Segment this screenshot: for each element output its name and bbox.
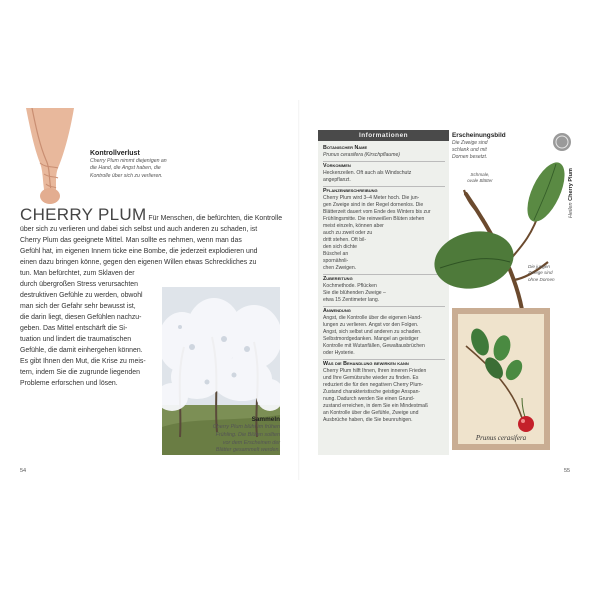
- page-number-left: 54: [20, 468, 27, 474]
- chapter-badge-icon: [552, 132, 572, 152]
- info-section-line: spornähnli-: [323, 258, 349, 264]
- ers-line: schlank und mit: [452, 147, 487, 153]
- info-section-line: den sich dichte: [323, 244, 357, 250]
- info-section-title: Pflanzenbeschreibung: [323, 186, 445, 195]
- label-line: Zweige sind: [528, 270, 553, 276]
- info-section-line: Angst, sich selbst und anderen zu schaden.: [323, 329, 422, 335]
- sammeln-line: Frühling. Die Blüten sollten: [215, 431, 280, 438]
- info-section-line: lungen zu verlieren. Angst vor den Folgen.: [323, 322, 419, 328]
- info-section-line: zustand erreichen, in dem Sie ein Mindestmaß: [323, 403, 429, 409]
- body-line: Cherry Plum das geeignete Mittel. Man sollte es nehmen, wenn man das: [20, 237, 242, 244]
- label-leaves: [458, 172, 502, 185]
- info-section-title: Botanischer Name: [323, 145, 368, 151]
- info-section-title: Zubereitung: [323, 274, 445, 283]
- label-twigs: [528, 264, 570, 283]
- body-line: geben. Das Mittel entschärft die Si-: [20, 325, 128, 332]
- sammeln-line: vor dem Erscheinen der: [222, 439, 280, 446]
- info-section-line: Cherry Plum wird 3–4 Meter hoch. Die jun-: [323, 195, 420, 201]
- body-line: Es gibt Ihnen den Mut, die Krise zu meis-: [20, 358, 146, 365]
- info-section-line: Heckenzeilen. Oft auch als Windschutz: [323, 170, 412, 176]
- info-section-title: Vorkommen: [323, 161, 445, 170]
- info-section-line: gen Zweige sind in der Regel dornenlos. Die: [323, 202, 424, 208]
- erscheinungsbild-title: Erscheinungsbild: [452, 132, 506, 139]
- vintage-cherry-card: [452, 308, 550, 450]
- info-section-line: angepflanzt.: [323, 177, 351, 183]
- holding-hands-photo: [18, 108, 84, 208]
- info-section-line: Frühlingsmitte. Die reinweißen Blüten stehen: [323, 216, 425, 222]
- side-tab-name: Cherry Plum: [568, 168, 574, 201]
- sammeln-text: [128, 424, 280, 455]
- label-line: Schmale,: [470, 172, 490, 177]
- info-section-line: Kochmethode. Pflücken: [323, 283, 377, 289]
- body-line: CHERRY PLUM Für Menschen, die befürchten, die Kontrolle: [20, 205, 283, 224]
- body-line: tuation und lindert die traumatischen: [20, 336, 132, 343]
- info-section-line: meist einzeln, können aber: [323, 223, 384, 229]
- info-section-line: chen Zweigen.: [323, 265, 357, 271]
- info-section-line: etwa 15 Zentimeter lang.: [323, 297, 380, 303]
- info-section-line: Büschel an: [323, 251, 349, 257]
- info-section-line: Cherry Plum hilft Ihnen, Ihren inneren Frieden: [323, 368, 427, 374]
- info-section-title: Was die Behandlung bewirken kann: [323, 359, 445, 368]
- info-section-line: Prunus cerasifera (Kirschpflaume): [323, 152, 401, 158]
- info-section-line: und Ihre Gemütsruhe wieder zu finden. Es: [323, 375, 419, 381]
- card-caption: Prunus cerasifera: [475, 434, 527, 442]
- sammeln-line: Blätter gesammelt werden.: [215, 447, 280, 454]
- body-line: man sich der Gefahr sehr bewusst ist,: [20, 303, 136, 310]
- side-tab-prefix: Heilen: [568, 202, 574, 218]
- label-line: Die jungen: [528, 264, 550, 269]
- body-line: durch übergroßen Stress verursachten: [20, 281, 138, 288]
- label-line: ohne Dornen: [528, 276, 555, 282]
- body-line: tun. Man befürchtet, zum Sklaven der: [20, 270, 135, 277]
- info-section-line: Ausbrüche haben, die Sie beunruhigen.: [323, 417, 413, 423]
- body-line: tern, indem Sie die zugrunde liegenden: [20, 369, 140, 376]
- info-section-title: Anwendung: [323, 306, 445, 315]
- ers-line: Die Zweige sind: [452, 140, 488, 146]
- info-section-line: auch zu zweit oder zu: [323, 230, 373, 236]
- label-line: ovale Blätter: [467, 178, 493, 184]
- body-line: die darin liegt, diesen Gefühlen nachzu-: [20, 314, 142, 321]
- info-section-line: dritt stehen. Oft bil-: [323, 237, 367, 243]
- caption-title: Kontrollverlust: [90, 150, 140, 157]
- body-line: Gefühl hat, im eigenen Innern ticke eine Bombe, die jederzeit explodieren und: [20, 248, 258, 255]
- info-section-line: Angst, die Kontrolle über die eigenen Hand-: [323, 315, 422, 321]
- sammeln-title: Sammeln: [251, 416, 280, 423]
- info-section-line: Sie die blühenden Zweige –: [323, 290, 386, 296]
- info-section-line: reduziert die für den negativen Cherry Plum-: [323, 382, 424, 388]
- body-line: destruktiven Gefühle zu werden, obwohl: [20, 292, 143, 299]
- info-section-line: Zustand charakteristische geistige Anspan-: [323, 389, 421, 395]
- sammeln-line: Cherry Plum blüht im frühen: [212, 424, 280, 430]
- info-section-line: Kontrolle mit Wutanfällen, Gewaltausbrüchen: [323, 343, 425, 349]
- book-gutter: [298, 100, 300, 480]
- info-box-header: Informationen: [318, 130, 449, 141]
- article-headline: CHERRY PLUM: [20, 205, 147, 224]
- info-section-line: Selbstmordgedanken. Mangel an geistiger: [323, 336, 419, 342]
- info-section-line: an Kontrolle über die Gefühle, Zweige und: [323, 410, 419, 416]
- info-section-line: Blätterzeit dauert vom Ende des Winters bis zur: [323, 209, 431, 215]
- caption-text: Cherry Plum nimmt diejenigen an die Hand, die Angst haben, die Kontrolle über sich zu verlieren.: [90, 158, 167, 179]
- info-section-line: nung. Dadurch werden Sie einen Grund-: [323, 396, 415, 402]
- body-line: einen dazu bringen könne, gegen den eigenen Willen etwas Schreckliches zu: [20, 259, 257, 266]
- body-line: Gefühle, die damit einhergehen können.: [20, 347, 143, 354]
- info-section-line: oder Hysterie.: [323, 350, 355, 356]
- body-line: Probleme erforschen und lösen.: [20, 380, 118, 387]
- ers-line: Dornen besetzt.: [452, 154, 488, 160]
- body-line: über sich zu verlieren und dabei sich selbst und auch anderen zu schaden, ist: [20, 226, 258, 233]
- page-number-right: 55: [564, 468, 571, 474]
